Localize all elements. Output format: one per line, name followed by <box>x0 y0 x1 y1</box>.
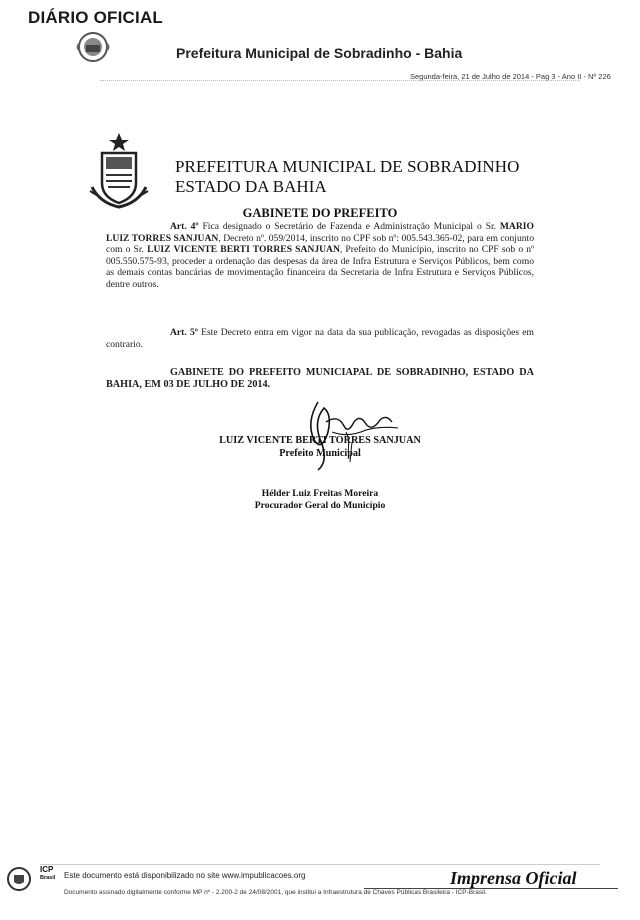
header-divider <box>100 80 580 81</box>
article-4-paragraph <box>106 221 534 291</box>
imprensa-oficial-brand: Imprensa Oficial <box>450 868 577 888</box>
article-5-paragraph <box>106 327 534 350</box>
edition-info: Segunda-feira, 21 de Julho de 2014 - Pag 3 - Ano II - Nº 226 <box>410 72 611 81</box>
diario-oficial-title: DIÁRIO OFICIAL <box>28 8 164 27</box>
icp-logo-line2: Brasil <box>40 875 56 881</box>
footer-divider <box>40 864 600 865</box>
seal-icon <box>6 866 32 892</box>
handwritten-signature <box>288 392 408 474</box>
mayor-signature-name: LUIZ VICENTE BERTI TORRES SANJUAN <box>219 435 421 446</box>
icp-brasil-logo <box>40 865 55 883</box>
article-5-text: Este Decreto entra em vigor na data da sua publicação, revogadas as disposições em contrario. <box>106 327 534 350</box>
article-5-label: Art. 5º <box>170 327 198 338</box>
city-header: Prefeitura Municipal de Sobradinho - Bahia <box>176 45 463 61</box>
icp-logo-line1: ICP <box>40 865 54 874</box>
mayor-name-inline: LUIZ VICENTE BERTI TORRES SANJUAN <box>147 244 340 256</box>
article-4-text-3: , Prefeito do Município, inscrito no CPF sob o nº 005.550.575-93, proceder a ordenação das despesas da área de Infra Estrutura e Serviços Públicos, bem como as demais contas bancárias de movimentação financeira da Secretaria de Infra Estrutura e Serviços Públicos, dentre outros. <box>106 244 535 290</box>
closing-paragraph <box>106 367 534 391</box>
footer-availability-text: Este documento está disponibilizado no site www.impublicacoes.org <box>64 871 306 880</box>
brand-underline <box>364 888 618 889</box>
municipal-crest-icon <box>76 30 110 64</box>
mayor-signature-title: Prefeito Municipal <box>279 448 361 459</box>
closing-text: GABINETE DO PREFEITO MUNICIAPAL DE SOBRADINHO, ESTADO DA BAHIA, EM 03 DE JULHO DE 2014. <box>106 367 534 390</box>
footer-signature-notice: Documento assinado digitalmente conforme MP nº - 2.200-2 de 24/08/2001, que institui a Infraestrutura de Chaves Públicas Brasileira - ICP-Brasil. <box>64 889 487 896</box>
letterhead-line2: ESTADO DA BAHIA <box>175 177 327 196</box>
article-4-label: Art. 4º <box>170 221 199 232</box>
letterhead-line1: PREFEITURA MUNICIPAL DE SOBRADINHO <box>175 157 520 176</box>
attorney-signature-title: Procurador Geral do Município <box>254 500 386 511</box>
section-title: GABINETE DO PREFEITO <box>242 206 398 220</box>
article-4-text-2: , Decreto nº. 059/2014, inscrito no CPF sob nº: 005.543.365-02, para em conjunto com o Sr. <box>106 232 534 256</box>
coat-of-arms-icon <box>86 131 152 213</box>
attorney-signature-name: Hélder Luiz Freitas Moreira <box>261 488 379 499</box>
secretary-name: MARIO LUIZ TORRES SANJUAN <box>106 221 534 244</box>
article-4-text-1: Fica designado o Secretário de Fazenda e Administração Municipal o Sr. <box>198 221 500 232</box>
